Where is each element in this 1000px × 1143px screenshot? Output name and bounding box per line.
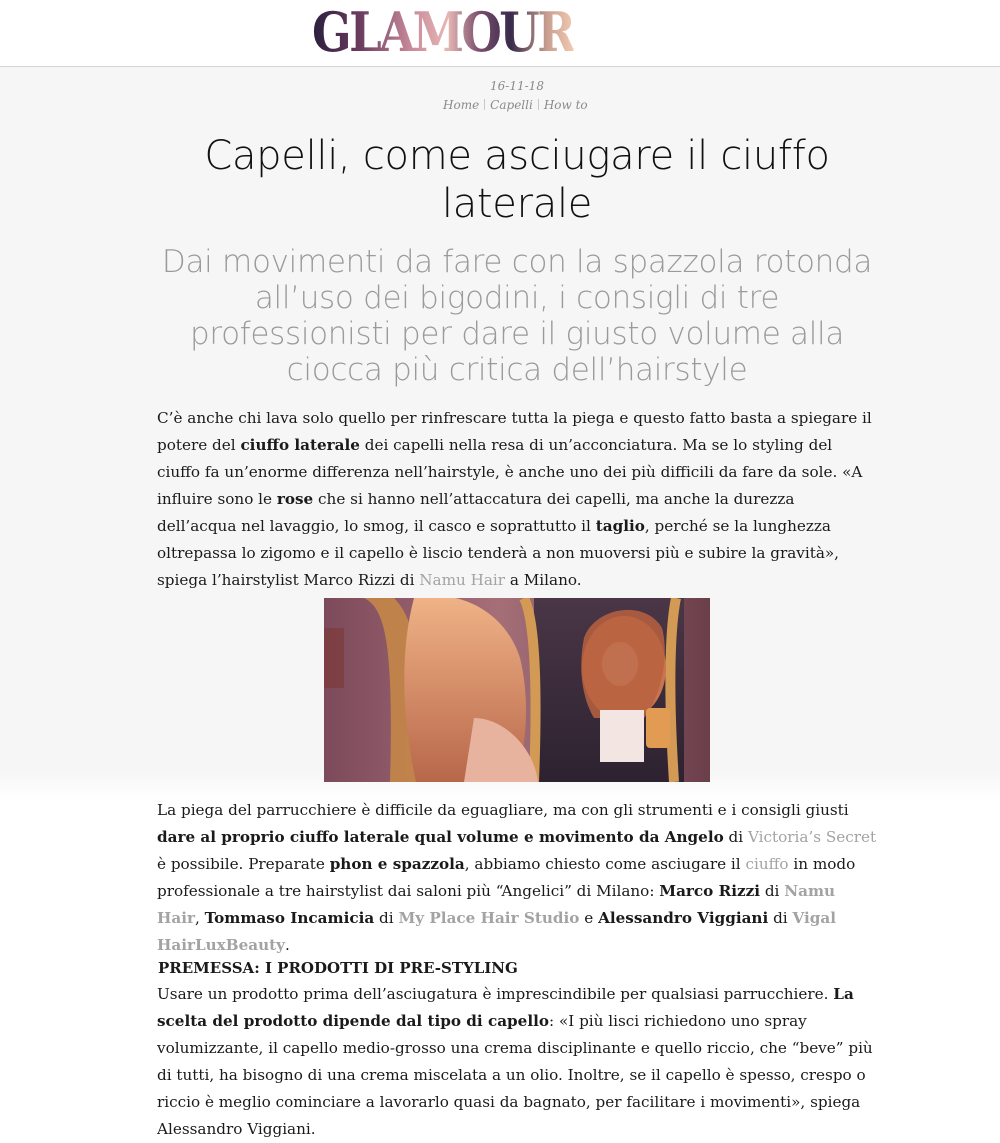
text-segment: Usare un prodotto prima dell’asciugatura è imprescindibile per qualsiasi parrucchiere. xyxy=(157,985,834,1003)
bold-text: dare al proprio ciuffo laterale qual volume e movimento da Angelo xyxy=(157,828,724,846)
text-segment: di xyxy=(374,909,399,927)
text-segment: di xyxy=(723,828,748,846)
body-paragraph-3 xyxy=(157,981,877,1143)
breadcrumb-capelli[interactable]: Capelli xyxy=(490,98,533,112)
text-segment: C’è anche chi lava solo quello per rinfrescare tutta la piega e questo fatto basta a spiegare il potere del xyxy=(157,409,872,454)
bold-text: ciuffo laterale xyxy=(240,436,360,454)
section-heading: PREMESSA: I PRODOTTI DI PRE-STYLING xyxy=(158,959,518,977)
text-segment: , xyxy=(194,909,205,927)
breadcrumb xyxy=(443,98,593,112)
text-segment: in modo professionale a tre hairstylist dai saloni più “Angelici” di Milano: xyxy=(157,855,856,900)
link-vigal-hairluxbeauty[interactable]: Vigal HairLuxBeauty xyxy=(157,909,837,954)
glamour-logo[interactable]: GLAMOUR xyxy=(312,0,574,64)
bold-text: La scelta del prodotto dipende dal tipo di capello xyxy=(157,985,854,1030)
text-segment: di xyxy=(760,882,785,900)
link-victorias-secret[interactable]: Victoria’s Secret xyxy=(747,828,877,846)
text-segment: di xyxy=(768,909,793,927)
article-date: 16-11-18 xyxy=(490,79,544,93)
article-title: Capelli, come asciugare il ciuffo laterale xyxy=(204,133,830,227)
text-segment: a Milano. xyxy=(505,571,582,589)
text-segment: , abbiamo chiesto come asciugare il xyxy=(464,855,746,873)
intro-paragraph xyxy=(157,405,877,594)
bold-text: rose xyxy=(276,490,314,508)
link-ciuffo[interactable]: ciuffo xyxy=(745,855,789,873)
text-segment: dei capelli nella resa di un’acconciatura. Ma se lo styling del ciuffo fa un’enorme differenza nell’hairstyle, è anche uno dei più difficili da fare da sole. «A influire sono le xyxy=(157,436,863,508)
text-segment: : «I più lisci richiedono uno spray volumizzante, il capello medio-grosso una crema disciplinante e quello riccio, che “beve” più di tutti, ha bisogno di una crema miscelata a un olio. Inoltre, se il capello è spesso, crespo o riccio è meglio cominciare a lavorarlo quasi da bagnato, per facilitare i movimenti», spiega Alessandro Viggiani. xyxy=(157,1012,873,1138)
breadcrumb-how-to[interactable]: How to xyxy=(543,98,588,112)
text-segment: . xyxy=(284,936,290,954)
text-segment: è possibile. Preparate xyxy=(157,855,330,873)
link-namu-hair[interactable]: Namu Hair xyxy=(419,571,506,589)
bold-text: phon e spazzola xyxy=(329,855,465,873)
text-segment: e xyxy=(579,909,599,927)
text-segment: che si hanno nell’attaccatura dei capelli, ma anche la durezza dell’acqua nel lavaggio, lo smog, il casco e soprattutto il xyxy=(157,490,795,535)
article-image xyxy=(324,598,710,782)
article-image-illustration xyxy=(324,598,710,782)
bold-text: Alessandro Viggiani xyxy=(598,909,769,927)
link-my-place-hair-studio[interactable]: My Place Hair Studio xyxy=(398,909,580,927)
body-paragraph-2 xyxy=(157,797,877,959)
article-subtitle: Dai movimenti da fare con la spazzola rotonda all’uso dei bigodini, i consigli di tre professionisti per dare il giusto volume alla ciocca più critica dell’hairstyle xyxy=(161,244,873,388)
bold-text: taglio xyxy=(595,517,645,535)
link-namu-hair[interactable]: Namu Hair xyxy=(157,882,836,927)
text-segment: La piega del parrucchiere è difficile da eguagliare, ma con gli strumenti e i consigli giusti xyxy=(157,801,849,819)
bold-text: Tommaso Incamicia xyxy=(204,909,375,927)
text-segment: , perché se la lunghezza oltrepassa lo zigomo e il capello è liscio tenderà a non muoversi più e subire la gravità», spiega l’hairstylist Marco Rizzi di xyxy=(157,517,839,589)
breadcrumb-home[interactable]: Home xyxy=(443,98,480,112)
bold-text: Marco Rizzi xyxy=(659,882,760,900)
site-header xyxy=(0,0,1000,67)
